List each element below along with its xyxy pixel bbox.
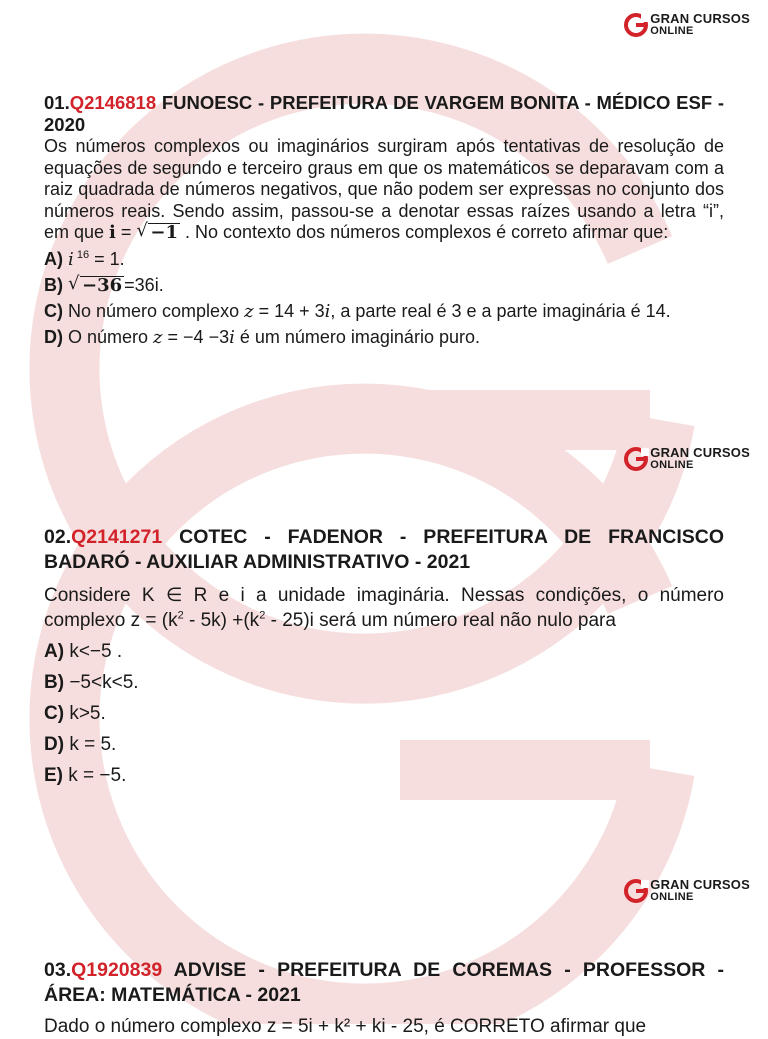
sqrt-radicand: −1: [150, 222, 179, 243]
brand-logo: [623, 878, 750, 904]
option-d[interactable]: [44, 733, 724, 757]
option-text: No número complexo: [63, 300, 245, 321]
option-text: =36i.: [124, 274, 164, 295]
stem-text-part-c: - 25)i será um número real não nulo para: [265, 610, 616, 631]
question-number: 03.: [44, 959, 72, 981]
question-1: [44, 92, 724, 348]
question-1-stem: [44, 136, 724, 244]
logo-text-top: GRAN CURSOS: [650, 445, 750, 460]
question-2-stem: [44, 583, 724, 633]
option-math-var: z: [153, 326, 163, 348]
option-text: k = 5.: [64, 734, 117, 755]
option-c[interactable]: [44, 702, 724, 726]
question-3-header: [44, 958, 724, 1008]
gran-logo-icon: [623, 446, 649, 472]
option-a[interactable]: [44, 249, 724, 270]
option-letter: A): [44, 248, 63, 269]
question-1-header: [44, 92, 724, 136]
logo-text-bottom: ONLINE: [650, 891, 694, 903]
brand-logo: [623, 446, 750, 472]
question-2: [44, 525, 724, 788]
logo-text-bottom: ONLINE: [650, 25, 694, 37]
sqrt-radicand: −36: [82, 274, 123, 296]
option-text: = 1.: [89, 248, 125, 269]
option-letter: D): [44, 734, 65, 755]
option-letter: B): [44, 274, 63, 295]
question-source: FUNOESC - PREFEITURA DE VARGEM BONITA - MÉDICO ESF - 2020: [44, 92, 724, 135]
question-source: ADVISE - PREFEITURA DE COREMAS - PROFESSOR - ÁREA: MATEMÁTICA - 2021: [44, 959, 724, 1006]
question-number: 01.: [44, 92, 70, 113]
option-math-var: i: [324, 300, 331, 322]
question-number: 02.: [44, 526, 72, 548]
stem-exponent: 2: [259, 609, 266, 622]
stem-math-eq: =: [115, 222, 137, 242]
option-math-var: i: [68, 248, 74, 270]
brand-logo: [623, 12, 750, 38]
question-3: [44, 958, 724, 1039]
question-2-header: [44, 525, 724, 575]
option-letter: C): [44, 300, 63, 321]
logo-text-bottom: ONLINE: [650, 459, 694, 471]
question-3-stem-partial: Dado o número complexo z = 5i + k² + ki - 25, é CORRETO afirmar que: [44, 1016, 647, 1037]
stem-math-i: i: [109, 222, 116, 243]
stem-text-part-b: . No contexto dos números complexos é correto afirmar que:: [180, 222, 669, 242]
stem-text-part-a: Os números complexos ou imaginários surgiram após tentativas de resolução de equações de segundo e terceiro graus em que os matemáticos se deparavam com a raiz quadrada de números negativos, que não podem ser expressas no conjunto dos números reais. Sendo assim, passou-se a denotar essas raízes usando a letra “i”, em que: [44, 136, 724, 242]
logo-text-top: GRAN CURSOS: [650, 877, 750, 892]
option-letter: B): [44, 672, 65, 693]
option-b[interactable]: [44, 671, 724, 695]
option-d[interactable]: [44, 327, 724, 348]
option-a[interactable]: [44, 640, 724, 664]
option-text: é um número imaginário puro.: [234, 326, 480, 347]
stem-text-part-b: - 5k) +(k: [183, 610, 260, 631]
sqrt-expression: [136, 222, 180, 244]
question-code-link[interactable]: Q1920839: [71, 959, 163, 981]
option-b[interactable]: [44, 275, 724, 296]
option-text: O número: [63, 326, 154, 347]
option-c[interactable]: [44, 301, 724, 322]
question-code-link[interactable]: Q2146818: [69, 92, 157, 113]
option-text: k = −5.: [63, 765, 127, 786]
option-text: −5<k<5.: [64, 672, 139, 693]
gran-logo-icon: [623, 878, 649, 904]
option-exponent: 16: [73, 248, 90, 261]
option-letter: C): [44, 703, 65, 724]
option-text: k>5.: [64, 703, 106, 724]
option-e[interactable]: [44, 764, 724, 788]
option-text: , a parte real é 3 e a parte imaginária é 14.: [330, 300, 671, 321]
gran-logo-icon: [623, 12, 649, 38]
logo-text-top: GRAN CURSOS: [650, 11, 750, 26]
option-letter: E): [44, 765, 63, 786]
option-text: k<−5 .: [64, 641, 123, 662]
stem-exponent: 2: [177, 609, 184, 622]
stem-text-part-a: Considere K ∈ R e i a unidade imaginária. Nessas condições, o número complexo z = (k: [44, 585, 724, 631]
question-source: COTEC - FADENOR - PREFEITURA DE FRANCISCO BADARÓ - AUXILIAR ADMINISTRATIVO - 2021: [44, 526, 724, 573]
option-letter: D): [44, 326, 63, 347]
sqrt-expression: [68, 275, 124, 296]
option-math-var: i: [229, 326, 235, 348]
question-code-link[interactable]: Q2141271: [71, 526, 163, 548]
option-letter: A): [44, 641, 65, 662]
option-text: = −4 −3: [162, 326, 230, 347]
option-text: = 14 + 3: [253, 300, 325, 321]
option-math-var: z: [244, 300, 254, 322]
